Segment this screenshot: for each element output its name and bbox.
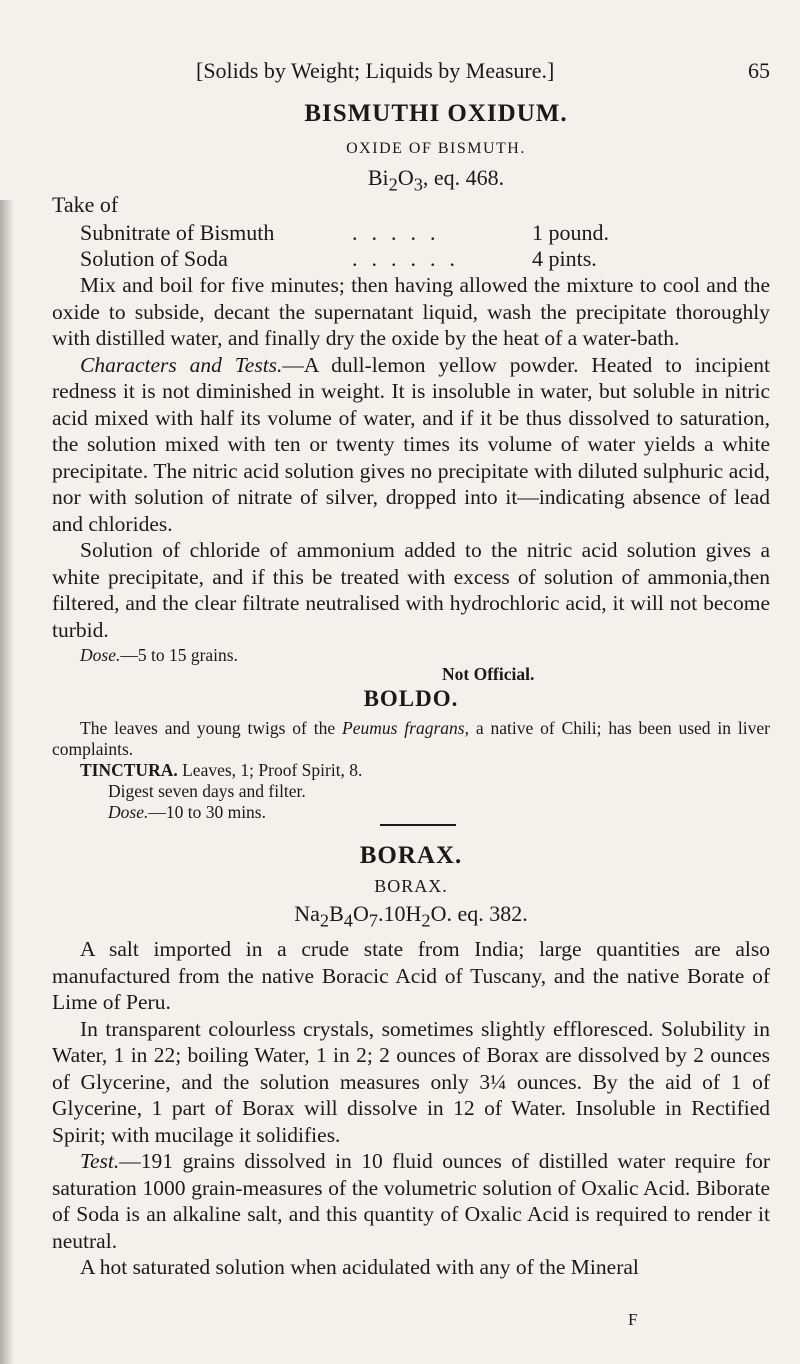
- borax-origin: A salt imported in a crude state from India; large quantities are also manufactured from the native Boracic Acid of Tuscany, and the native Borate of Lime of Peru.: [52, 937, 770, 1014]
- borax-hot-solution: A hot saturated solution when acidulated with any of the Mineral: [80, 1255, 639, 1279]
- bismuth-chloride-test: Solution of chloride of ammonium added to the nitric acid solution gives a white precipitate, and if this be treated with excess of solution of ammonia,then filtered, and the clear filtrate neutralised with hydrochloric acid, it will not become turbid.: [52, 538, 770, 642]
- bismuth-equivalent: eq. 468.: [433, 165, 505, 190]
- borax-formula: $Na_2B_4O_7.10H_2O$. eq. 382.: [294, 901, 528, 931]
- boldo-digest: Digest seven days and filter.: [108, 781, 306, 801]
- borax-equivalent: eq. 382.: [457, 901, 528, 926]
- boldo-desc-post: , a native of Chili; has been used in liver complaints.: [52, 718, 770, 759]
- boldo-dose: [52, 802, 770, 823]
- signature-mark: F: [628, 1310, 638, 1329]
- take-of-label: Take of: [52, 192, 119, 217]
- test-text: —191 grains dissolved in 10 fluid ounces of distilled water require for saturation 1000 grain-measures of the volumetric solution of Oxalic Acid. Biborate of Soda is an alkaline salt, and this quantity of Oxalic Acid is required to render it neutral.: [52, 1149, 770, 1253]
- bismuth-formula: $Bi_2O_3$, eq. 468.: [367, 165, 505, 195]
- borax-solubility: In transparent colourless crystals, sometimes slightly effloresced. Solubility in Water, 1 in 22; boiling Water, 1 in 2; 2 ounces of Borax are dissolved by 2 ounces of Glycerine, and the solution measures only 3¼ ounces. By the aid of 1 of Glycerine, 1 part of Borax will dissolve in 12 of Water. Insoluble in Rectified Spirit; with mucilage it solidifies.: [52, 1016, 770, 1147]
- recipe-row: [52, 220, 772, 246]
- boldo-desc-pre: The leaves and young twigs of the: [80, 718, 342, 738]
- tinctura-text: Leaves, 1; Proof Spirit, 8.: [177, 760, 363, 780]
- page-number: 65: [748, 58, 770, 83]
- dose-value: —5 to 15 grains.: [120, 645, 238, 665]
- characters-label: Characters and Tests.: [80, 352, 283, 377]
- page-edge-shadow: [0, 200, 14, 1364]
- bismuth-dose: [52, 645, 770, 666]
- section-subtitle-borax: BORAX.: [374, 876, 448, 896]
- section-divider: [380, 824, 456, 826]
- recipe-list: [52, 220, 772, 272]
- section-title-borax: BORAX.: [359, 842, 463, 869]
- not-official-label: Not Official.: [442, 664, 535, 684]
- boldo-tinctura: [52, 760, 770, 781]
- borax-test: [52, 1148, 770, 1254]
- dose-label: Dose.: [108, 802, 149, 822]
- boldo-description: [52, 718, 770, 760]
- recipe-ingredient: Solution of Soda: [80, 246, 228, 271]
- recipe-ingredient: Subnitrate of Bismuth: [80, 220, 275, 245]
- section-title-bismuthi: BISMUTHI OXIDUM.: [304, 100, 568, 127]
- recipe-quantity: 4 pints.: [532, 246, 597, 271]
- boldo-species: Peumus fragrans: [342, 718, 465, 738]
- boldo-body: [52, 718, 770, 823]
- recipe-dots: ......: [352, 246, 469, 271]
- characters-text: —A dull-lemon yellow powder. Heated to incipient redness it is not diminished in weight. It is insoluble in water, but soluble in nitric acid mixed with half its volume of water, and if it be thus dissolved to saturation, the solution mixed with ten or twenty times its volume of water yields a white precipitate. The nitric acid solution gives no precipitate with diluted sulphuric acid, nor with solution of nitrate of silver, dropped into it—indicating absence of lead and chlorides.: [52, 352, 770, 536]
- recipe-row: [52, 246, 772, 272]
- bismuth-body: [52, 272, 770, 666]
- running-header-title: [Solids by Weight; Liquids by Measure.]: [196, 58, 555, 83]
- section-subtitle-bismuthi: OXIDE OF BISMUTH.: [346, 140, 526, 157]
- recipe-quantity: 1 pound.: [532, 220, 609, 245]
- recipe-dots: .....: [352, 220, 450, 245]
- dose-label: Dose.: [80, 645, 121, 665]
- borax-body: [52, 936, 770, 1281]
- test-label: Test.: [80, 1149, 120, 1173]
- section-title-boldo: BOLDO.: [363, 686, 459, 711]
- bismuth-characters: [52, 352, 770, 538]
- tinctura-label: TINCTURA.: [80, 760, 178, 780]
- dose-value: —10 to 30 mins.: [148, 802, 266, 822]
- bismuth-method: Mix and boil for five minutes; then having allowed the mixture to cool and the oxide to subside, decant the supernatant liquid, wash the precipitate thoroughly with distilled water, and finally dry the oxide by the heat of a water-bath.: [52, 273, 770, 350]
